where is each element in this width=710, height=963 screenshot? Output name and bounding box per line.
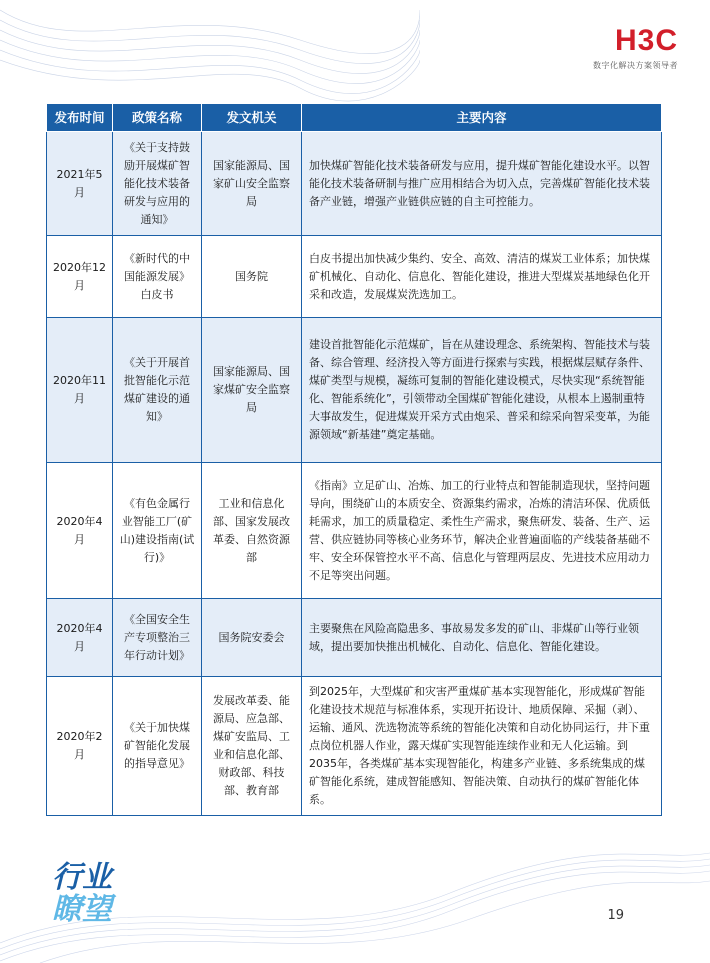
header-date: 发布时间 — [47, 104, 113, 132]
table-row — [47, 236, 662, 318]
table-row — [47, 599, 662, 677]
cell-policy: 《新时代的中国能源发展》白皮书 — [113, 236, 202, 318]
cell-issuer: 国家能源局、国家煤矿安全监察局 — [202, 318, 302, 463]
watermark-line-2: 瞭望 — [52, 892, 112, 927]
section-watermark — [52, 862, 112, 926]
logo-wordmark: H3C — [614, 24, 678, 57]
table-header-row — [47, 104, 662, 132]
cell-policy: 《关于开展首批智能化示范煤矿建设的通知》 — [113, 318, 202, 463]
page-number: 19 — [607, 908, 624, 923]
cell-policy: 《关于支持鼓励开展煤矿智能化技术装备研发与应用的通知》 — [113, 132, 202, 236]
cell-date: 2020年4月 — [47, 463, 113, 599]
cell-issuer: 国务院 — [202, 236, 302, 318]
decorative-wave-lines-top — [0, 0, 420, 120]
policy-table — [46, 103, 662, 816]
table-row — [47, 463, 662, 599]
brand-logo — [568, 26, 678, 71]
cell-content: 《指南》立足矿山、冶炼、加工的行业特点和智能制造现状，坚持问题导向，围绕矿山的本质安全、资源集约需求，冶炼的清洁环保、优质低耗需求，加工的质量稳定、柔性生产需求，聚焦研发、装备、生产、运营、供应链协同等核心业务环节，解决企业普遍面临的产线装备基础不牢、安全环保管控水平不高、信息化与管理两层皮、先进技术应用动力不足等突出问题。 — [302, 463, 662, 599]
cell-date: 2020年4月 — [47, 599, 113, 677]
cell-policy: 《关于加快煤矿智能化发展的指导意见》 — [113, 677, 202, 816]
cell-policy: 《有色金属行业智能工厂(矿山)建设指南(试行)》 — [113, 463, 202, 599]
watermark-line-1: 行业 — [52, 860, 112, 895]
cell-date: 2020年2月 — [47, 677, 113, 816]
cell-content: 加快煤矿智能化技术装备研发与应用，提升煤矿智能化建设水平。以智能化技术装备研制与推广应用相结合为切入点，完善煤矿智能化技术装备产业链，增强产业链供应链的自主可控能力。 — [302, 132, 662, 236]
table-row — [47, 132, 662, 236]
cell-issuer: 发展改革委、能源局、应急部、煤矿安监局、工业和信息化部、财政部、科技部、教育部 — [202, 677, 302, 816]
cell-policy: 《全国安全生产专项整治三年行动计划》 — [113, 599, 202, 677]
cell-date: 2020年11月 — [47, 318, 113, 463]
cell-issuer: 国家能源局、国家矿山安全监察局 — [202, 132, 302, 236]
cell-content: 白皮书提出加快减少集约、安全、高效、清洁的煤炭工业体系；加快煤矿机械化、自动化、信息化、智能化建设，推进大型煤炭基地绿色化开采和改造，发展煤炭洗选加工。 — [302, 236, 662, 318]
header-policy-name: 政策名称 — [113, 104, 202, 132]
logo-tagline: 数字化解决方案领导者 — [593, 61, 678, 70]
cell-content: 建设首批智能化示范煤矿，旨在从建设理念、系统架构、智能技术与装备、综合管理、经济投入等方面进行探索与实践，根据煤层赋存条件、煤矿类型与规模，凝练可复制的智能化建设模式，尽快实现“系统智能化、智能系统化”，引领带动全国煤矿智能化建设，从根本上遏制重特大事故发生，促进煤炭开采方式由炮采、普采和综采向智采变革，为能源领域“新基建”奠定基础。 — [302, 318, 662, 463]
cell-date: 2021年5月 — [47, 132, 113, 236]
cell-content: 主要聚焦在风险高隐患多、事故易发多发的矿山、非煤矿山等行业领域，提出要加快推出机械化、自动化、信息化、智能化建设。 — [302, 599, 662, 677]
cell-issuer: 国务院安委会 — [202, 599, 302, 677]
header-issuer: 发文机关 — [202, 104, 302, 132]
table-row — [47, 318, 662, 463]
header-main-content: 主要内容 — [302, 104, 662, 132]
cell-content: 到2025年，大型煤矿和灾害严重煤矿基本实现智能化，形成煤矿智能化建设技术规范与标准体系，实现开拓设计、地质保障、采掘（剥）、运输、通风、洗选物流等系统的智能化决策和自动化协同运行，井下重点岗位机器人作业，露天煤矿实现智能连续作业和无人化运输。到2035年，各类煤矿基本实现智能化，构建多产业链、多系统集成的煤矿智能化系统，建成智能感知、智能决策、自动执行的煤矿智能化体系。 — [302, 677, 662, 816]
cell-issuer: 工业和信息化部、国家发展改革委、自然资源部 — [202, 463, 302, 599]
cell-date: 2020年12月 — [47, 236, 113, 318]
table-row — [47, 677, 662, 816]
